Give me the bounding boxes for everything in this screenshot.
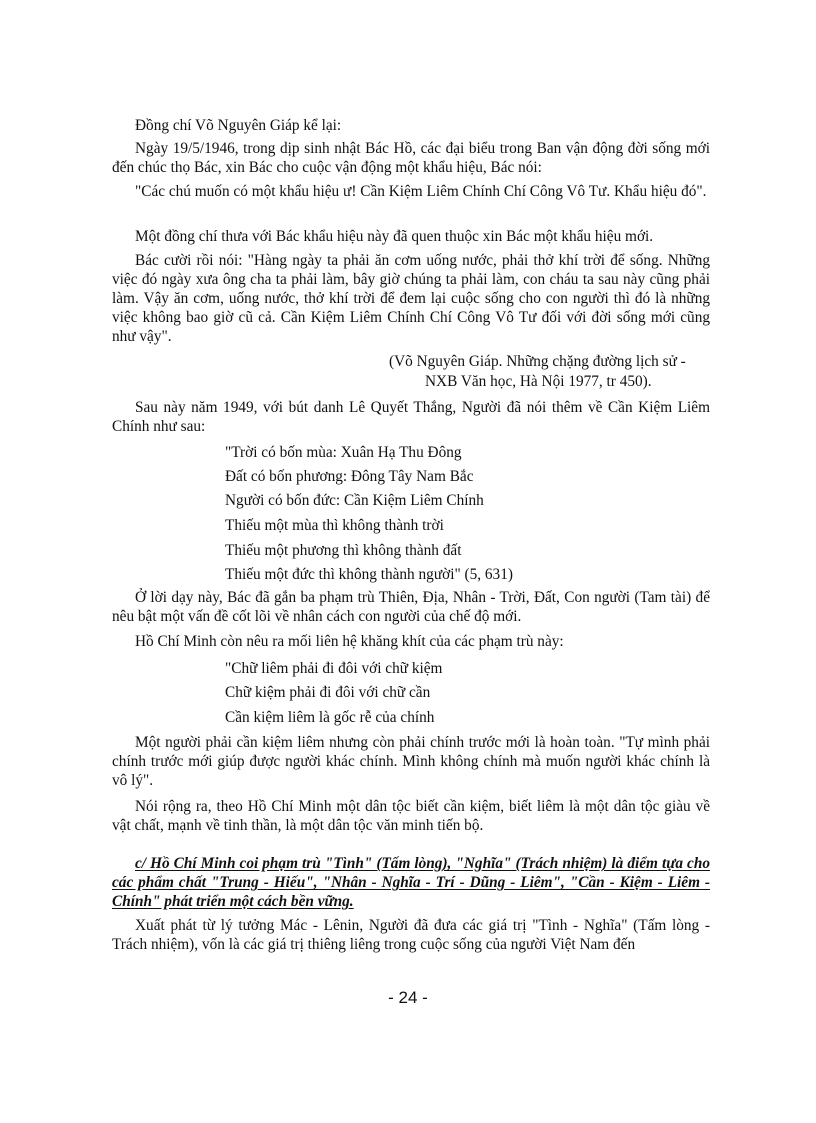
poem-line: Đất có bốn phương: Đông Tây Nam Bắc <box>225 468 474 485</box>
paragraph-relation: Hồ Chí Minh còn nêu ra mối liên hệ khăng khít của các phạm trù này: <box>135 633 564 650</box>
paragraph-answer: Bác cười rồi nói: "Hàng ngày ta phải ăn cơm uống nước, phải thở khí trời để sống. Những việc đó ngày xưa ông cha ta phải làm, bây giờ chúng ta phải làm, con cháu ta sau này cũng phải làm. Vậy ăn cơm, uống nước, thở khí trời để đem lại cuộc sống cho con người thì đó là những việc không bao giờ cũ cả. Cần Kiệm Liêm Chính Chí Công Vô Tư đối với đời sống mới cũng như vậy". <box>112 252 710 345</box>
paragraph-tinh-nghia: Xuất phát từ lý tưởng Mác - Lênin, Người đã đưa các giá trị "Tình - Nghĩa" (Tấm lòng - Trách nhiệm), vốn là các giá trị thiêng liêng trong cuộc sống của người Việt Nam đến <box>112 917 710 953</box>
paragraph-slogan: "Các chú muốn có một khẩu hiệu ư! Cần Kiệm Liêm Chính Chí Công Vô Tư. Khẩu hiệu đó". <box>135 183 707 200</box>
poem-line: "Trời có bốn mùa: Xuân Hạ Thu Đông <box>225 444 462 461</box>
poem2-line: "Chữ liêm phải đi đôi với chữ kiệm <box>225 660 443 677</box>
poem-line: Thiếu một đức thì không thành người" (5, 631) <box>225 566 513 583</box>
section-heading-c: c/ Hồ Chí Minh coi phạm trù "Tình" (Tấm lòng), "Nghĩa" (Trách nhiệm) là điểm tựa cho các phẩm chất "Trung - Hiếu", "Nhân - Nghĩa - Trí - Dũng - Liêm", "Cần - Kiệm - Liêm - Chính" phát triển một cách bền vững. <box>112 855 710 910</box>
poem2-line: Chữ kiệm phải đi đôi với chữ cần <box>225 684 431 701</box>
poem-line: Thiếu một phương thì không thành đất <box>225 542 462 559</box>
citation-line-2: NXB Văn học, Hà Nội 1977, tr 450). <box>425 373 652 390</box>
citation-line-1: (Võ Nguyên Giáp. Những chặng đường lịch sử - <box>389 353 686 370</box>
poem-line: Người có bốn đức: Cần Kiệm Liêm Chính <box>225 492 484 509</box>
paragraph-intro: Đồng chí Võ Nguyên Giáp kể lại: <box>135 117 342 134</box>
paragraph-tam-tai: Ở lời dạy này, Bác đã gắn ba phạm trù Thiên, Địa, Nhân - Trời, Đất, Con người (Tam tài) để nêu bật một vấn đề cốt lõi về nhân cách con người của chế độ mới. <box>112 589 710 625</box>
poem-line: Thiếu một mùa thì không thành trời <box>225 517 444 534</box>
paragraph-birthday: Ngày 19/5/1946, trong dịp sinh nhật Bác Hồ, các đại biểu trong Ban vận động đời sống mới đến chúc thọ Bác, xin Bác cho cuộc vận động một khẩu hiệu, Bác nói: <box>112 140 710 176</box>
poem2-line: Cần kiệm liêm là gốc rễ của chính <box>225 709 435 726</box>
paragraph-chinh: Một người phải cần kiệm liêm nhưng còn phải chính trước mới là hoàn toàn. "Tự mình phải chính trước mới giúp được người khác chính. Mình không chính mà muốn người khác chính là vô lý". <box>112 734 710 789</box>
paragraph-1949: Sau này năm 1949, với bút danh Lê Quyết Thắng, Người đã nói thêm về Cần Kiệm Liêm Chính như sau: <box>112 399 710 435</box>
page-number: - 24 - <box>388 988 428 1007</box>
paragraph-request: Một đồng chí thưa với Bác khẩu hiệu này đã quen thuộc xin Bác một khẩu hiệu mới. <box>135 228 654 245</box>
paragraph-dan-toc: Nói rộng ra, theo Hồ Chí Minh một dân tộc biết cần kiệm, biết liêm là một dân tộc giàu về vật chất, mạnh về tinh thần, là một dân tộc văn minh tiến bộ. <box>112 798 710 834</box>
